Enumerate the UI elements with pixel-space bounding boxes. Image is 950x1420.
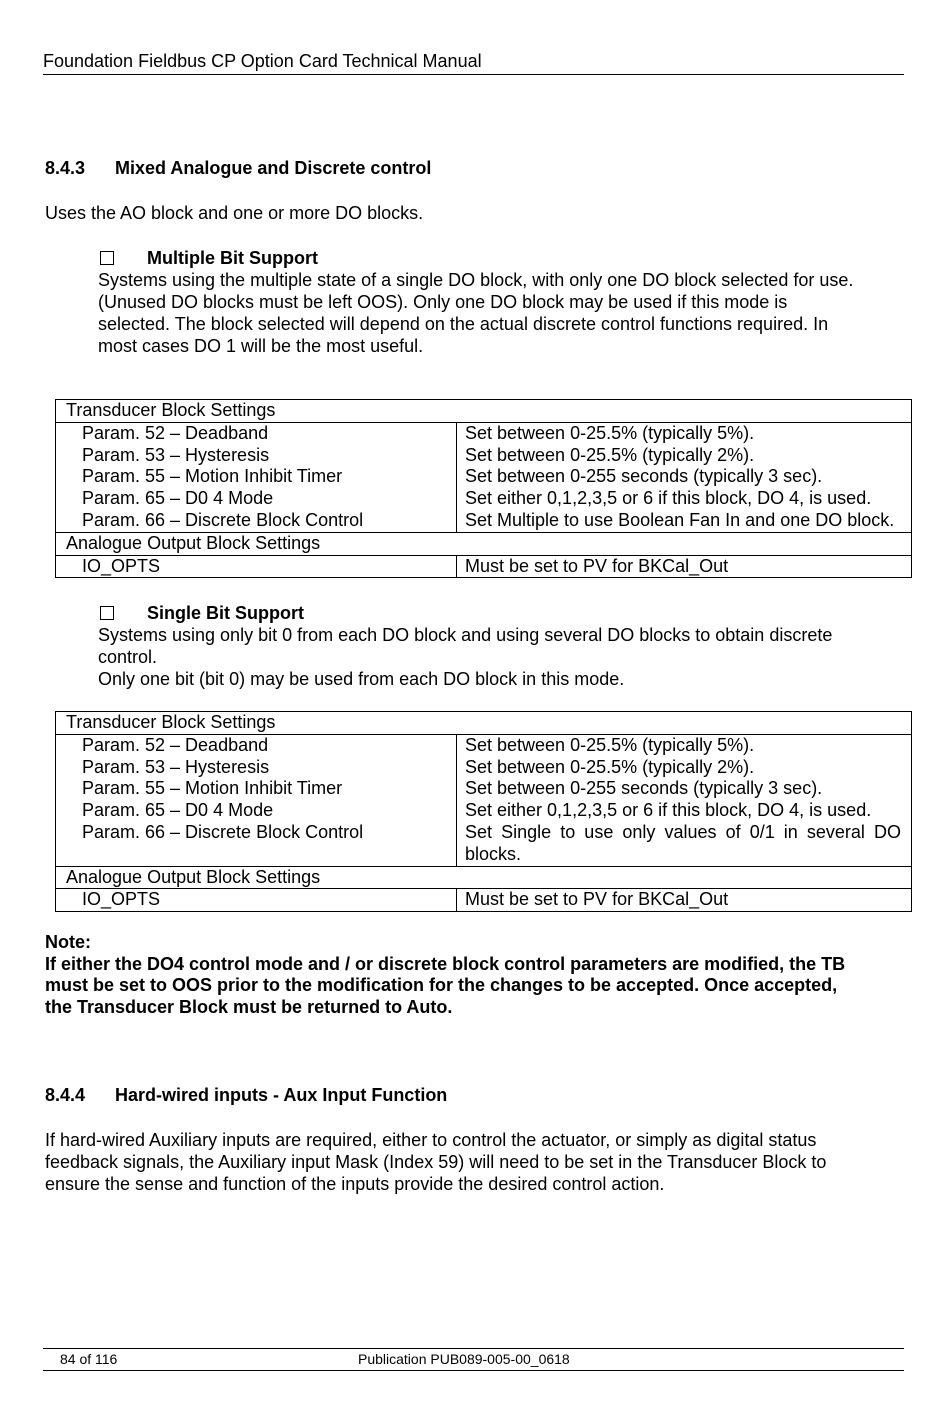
bullet-title: Single Bit Support — [147, 603, 304, 623]
text-line: selected. The block selected will depend on the actual discrete control functions required. In — [98, 314, 829, 334]
text-line: control. — [98, 647, 158, 667]
text-line: most cases DO 1 will be the most useful. — [98, 336, 424, 356]
param-value: Set between 0-255 seconds (typically 3 sec). — [465, 466, 823, 487]
table-row — [56, 400, 912, 423]
bullet-multiple-bit — [98, 247, 318, 269]
note-line: must be set to OOS prior to the modification for the changes to be accepted. Once accepted, — [45, 975, 838, 995]
param-name: Param. 66 – Discrete Block Control — [82, 821, 364, 842]
checkbox-bullet-icon — [100, 251, 114, 265]
checkbox-bullet-icon — [100, 606, 114, 620]
param-name: Param. 65 – D0 4 Mode — [82, 488, 274, 509]
text-line: feedback signals, the Auxiliary input Mask (Index 59) will need to be set in the Transducer Block to — [45, 1152, 827, 1172]
param-value: Set either 0,1,2,3,5 or 6 if this block, DO 4, is used. — [465, 488, 872, 509]
section-heading-8-4-3 — [45, 157, 431, 179]
multiple-bit-description — [98, 269, 898, 357]
param-names-cell — [56, 734, 457, 866]
param-name: Param. 66 – Discrete Block Control — [82, 509, 364, 530]
section-number: 8.4.3 — [45, 158, 86, 178]
section-intro: Uses the AO block and one or more DO blocks. — [45, 203, 424, 223]
table-row — [56, 555, 912, 578]
param-values-cell — [457, 422, 912, 532]
param-value: Set Single to use only values of 0/1 in several DO blocks. — [465, 821, 901, 864]
text-line: Systems using the multiple state of a single DO block, with only one DO block selected for use. — [98, 270, 854, 290]
table-row — [56, 866, 912, 889]
section-heading-8-4-4 — [45, 1084, 447, 1106]
param-name: Param. 52 – Deadband — [82, 422, 269, 443]
param-name: Param. 53 – Hysteresis — [82, 444, 270, 465]
text-line: (Unused DO blocks must be left OOS). Only one DO block may be used if this mode is — [98, 292, 788, 312]
param-value: Set Multiple to use Boolean Fan In and one DO block. — [465, 509, 895, 530]
text-line: ensure the sense and function of the inputs provide the desired control action. — [45, 1174, 665, 1194]
param-name: Param. 55 – Motion Inhibit Timer — [82, 778, 343, 799]
page-number: 84 of 116 — [60, 1351, 118, 1367]
param-name: Param. 55 – Motion Inhibit Timer — [82, 466, 343, 487]
param-value: Set between 0-25.5% (typically 5%). — [465, 734, 755, 755]
page-header: Foundation Fieldbus CP Option Card Technical Manual — [43, 50, 904, 75]
io-param: IO_OPTS — [56, 889, 457, 912]
settings-table-single — [55, 711, 912, 912]
section-number: 8.4.4 — [45, 1085, 86, 1105]
settings-table-multiple — [55, 399, 912, 578]
note-block — [45, 932, 895, 1018]
note-line: If either the DO4 control mode and / or discrete block control parameters are modified, the TB — [45, 953, 846, 974]
param-value: Set between 0-25.5% (typically 2%). — [465, 756, 755, 777]
transducer-heading: Transducer Block Settings — [56, 400, 912, 423]
param-name: Param. 52 – Deadband — [82, 734, 269, 755]
note-label: Note: — [45, 932, 91, 952]
footer-divider — [43, 1370, 904, 1371]
param-names-cell — [56, 422, 457, 532]
transducer-heading: Transducer Block Settings — [56, 712, 912, 735]
section-title: Hard-wired inputs - Aux Input Function — [115, 1085, 448, 1105]
text-line: If hard-wired Auxiliary inputs are required, either to control the actuator, or simply as digital status — [45, 1130, 817, 1150]
footer-divider — [43, 1348, 904, 1349]
bullet-title: Multiple Bit Support — [147, 248, 318, 268]
table-row — [56, 532, 912, 555]
param-value: Set between 0-25.5% (typically 2%). — [465, 444, 755, 465]
io-value: Must be set to PV for BKCal_Out — [457, 889, 912, 912]
text-line: Systems using only bit 0 from each DO block and using several DO blocks to obtain discrete — [98, 625, 833, 645]
note-line: the Transducer Block must be returned to Auto. — [45, 996, 453, 1017]
ao-heading: Analogue Output Block Settings — [56, 866, 912, 889]
bullet-single-bit — [98, 602, 304, 624]
param-value: Set between 0-255 seconds (typically 3 sec). — [465, 778, 823, 799]
param-value: Set either 0,1,2,3,5 or 6 if this block, DO 4, is used. — [465, 800, 872, 821]
table-row — [56, 889, 912, 912]
param-value: Set between 0-25.5% (typically 5%). — [465, 422, 755, 443]
text-line: Only one bit (bit 0) may be used from each DO block in this mode. — [98, 669, 625, 689]
table-row — [56, 422, 912, 532]
section-title: Mixed Analogue and Discrete control — [115, 158, 432, 178]
section-body — [45, 1129, 900, 1195]
io-param: IO_OPTS — [56, 555, 457, 578]
io-value: Must be set to PV for BKCal_Out — [457, 555, 912, 578]
ao-heading: Analogue Output Block Settings — [56, 532, 912, 555]
publication-id: Publication PUB089-005-00_0618 — [358, 1351, 570, 1367]
param-values-cell — [457, 734, 912, 866]
table-row — [56, 712, 912, 735]
param-name: Param. 65 – D0 4 Mode — [82, 800, 274, 821]
single-bit-description — [98, 624, 898, 690]
table-row — [56, 734, 912, 866]
param-name: Param. 53 – Hysteresis — [82, 756, 270, 777]
